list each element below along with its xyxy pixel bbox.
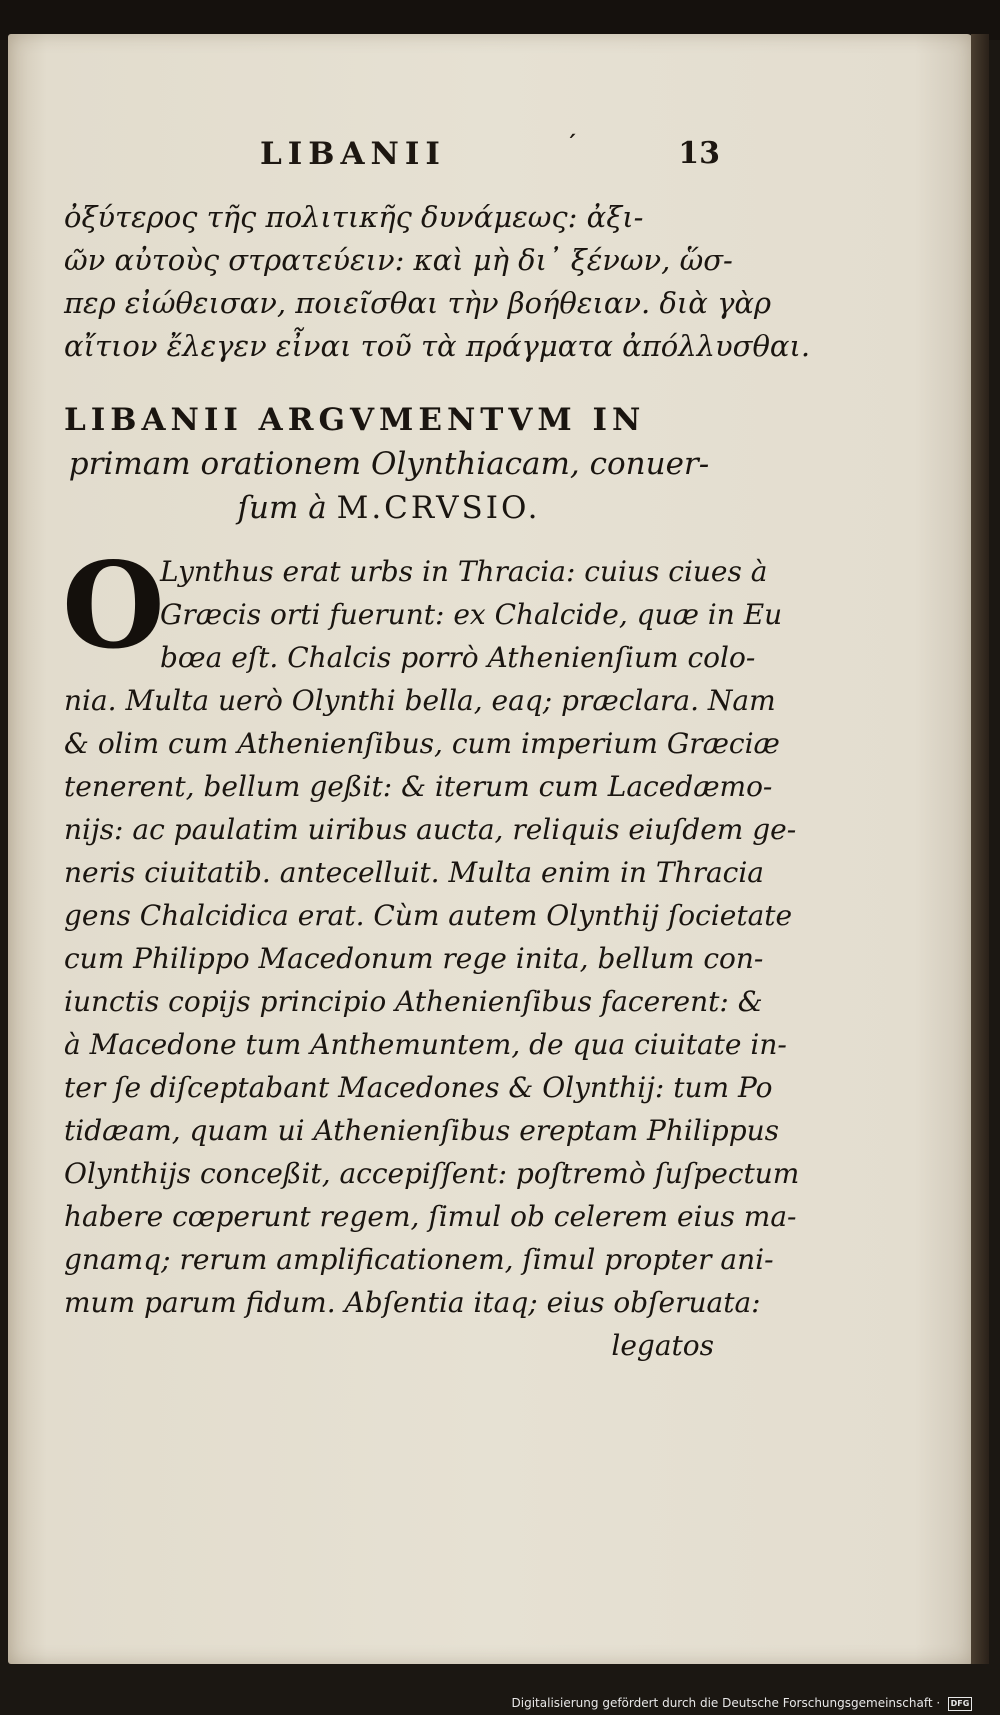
greek-line: περ εἰώθεισαν, ποιεῖσθαι τὴν βοήθειαν. διὰ γὰρ bbox=[64, 286, 772, 320]
running-head: LIBANII bbox=[260, 136, 446, 172]
body-line: neris ciuitatib. antecelluit. Multa enim in Thracia bbox=[64, 856, 764, 889]
greek-line: ὀξύτερος τῆς πολιτικῆς δυνάμεως: ἀξι- bbox=[64, 200, 644, 234]
body-line: gnamq; rerum amplificationem, ſimul propter ani- bbox=[64, 1243, 774, 1276]
greek-line: ῶν αὐτοὺς στρατεύειν: καὶ μὴ δι᾽ ξένων, ὥσ- bbox=[64, 243, 733, 277]
section-title bbox=[64, 402, 714, 534]
body-line: tidæam, quam ui Athenienſibus ereptam Philippus bbox=[64, 1114, 780, 1147]
title-line-italic: ſum à bbox=[237, 490, 337, 526]
body-line: Græcis orti fuerunt: ex Chalcide, quæ in Eu bbox=[160, 598, 783, 631]
title-line: LIBANII ARGVMENTVM IN bbox=[64, 402, 646, 438]
body-line: tenerent, bellum geßit: & iterum cum Lacedæmo- bbox=[64, 770, 773, 803]
body-line: Olynthijs conceßit, accepiſſent: poſtremò ſuſpectum bbox=[64, 1157, 800, 1190]
page-header bbox=[260, 132, 720, 180]
body-line: & olim cum Athenienſibus, cum imperium Græciæ bbox=[64, 727, 780, 760]
title-line-author: M.CRVSIO. bbox=[336, 490, 541, 526]
body-line: habere cœperunt regem, ſimul ob celerem eius ma- bbox=[64, 1200, 797, 1233]
body-line: nia. Multa uerò Olynthi bella, eaq; præclara. Nam bbox=[64, 684, 776, 717]
greek-text-block bbox=[64, 196, 811, 368]
page-number: 13 bbox=[678, 136, 720, 171]
body-line: iunctis copijs principio Athenienſibus facerent: & bbox=[64, 985, 763, 1018]
header-mark: ´ bbox=[566, 132, 577, 158]
page-right-edge bbox=[971, 34, 989, 1664]
body-line: bœa eſt. Chalcis porrò Athenienſium colo- bbox=[160, 641, 756, 674]
body-line: gens Chalcidica erat. Cùm autem Olynthij ſocietate bbox=[64, 899, 793, 932]
credit-text: Digitalisierung gefördert durch die Deutsche Forschungsgemeinschaft · bbox=[511, 1696, 941, 1710]
catchword: legatos bbox=[611, 1329, 714, 1362]
body-line: à Macedone tum Anthemuntem, de qua ciuitate in- bbox=[64, 1028, 787, 1061]
body-line: nijs: ac paulatim uiribus aucta, reliquis eiuſdem ge- bbox=[64, 813, 797, 846]
title-line: primam orationem Olynthiacam, conuer- bbox=[68, 446, 710, 482]
drop-cap: O bbox=[62, 536, 165, 675]
digitization-credit bbox=[512, 1696, 972, 1712]
body-line: mum parum fidum. Abſentia itaq; eius obſeruata: bbox=[64, 1286, 761, 1319]
body-text-block bbox=[62, 536, 800, 1367]
dfg-logo: DFG bbox=[948, 1697, 972, 1711]
body-line: cum Philippo Macedonum rege inita, bellum con- bbox=[64, 942, 764, 975]
body-line: ter ſe diſceptabant Macedones & Olynthij: tum Po bbox=[64, 1071, 773, 1104]
greek-line: αἴτιον ἔλεγεν εἶναι τοῦ τὰ πράγματα ἀπόλλυσθαι. bbox=[64, 329, 811, 363]
body-line: Lynthus erat urbs in Thracia: cuius ciues à bbox=[160, 555, 768, 588]
title-line bbox=[64, 490, 714, 534]
